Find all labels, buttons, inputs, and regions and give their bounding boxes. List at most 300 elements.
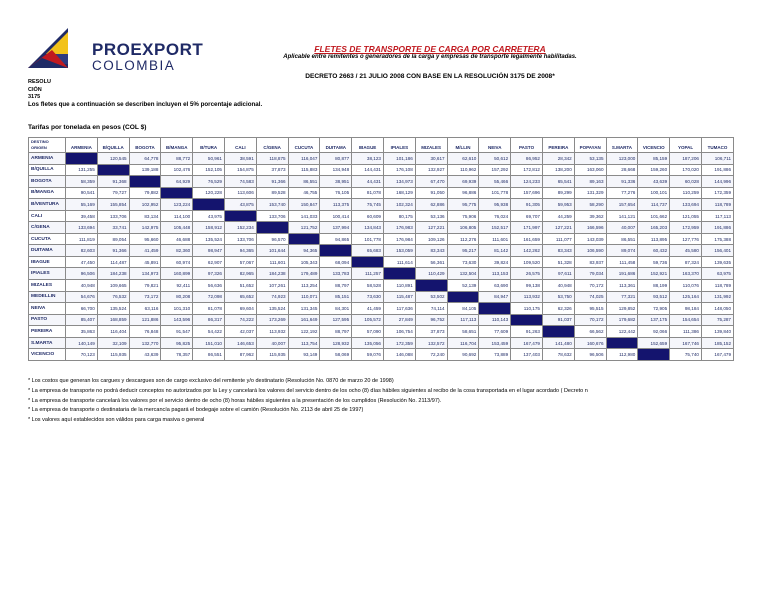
rate-cell: 116,704 (447, 337, 479, 349)
rate-cell: 113,254 (288, 280, 320, 292)
rate-cell: 40,948 (66, 280, 98, 292)
rate-cell: 137,994 (320, 222, 352, 234)
rate-cell: 44,259 (542, 210, 574, 222)
rate-cell: 127,595 (320, 314, 352, 326)
rate-cell: 161,649 (288, 314, 320, 326)
rate-cell: 78,632 (542, 349, 574, 361)
rate-cell: 96,752 (415, 314, 447, 326)
column-header-destination: DUITAMA (320, 138, 352, 153)
row-header-origin: ARMENIA (29, 153, 66, 165)
table-row (29, 326, 734, 338)
row-header-origin: B/VENTURA (29, 199, 66, 211)
rate-cell: 105,572 (352, 314, 384, 326)
rate-cell: 90,692 (447, 349, 479, 361)
rate-cell: 60,432 (638, 245, 670, 257)
rate-cell: 111,077 (542, 233, 574, 245)
table-row (29, 187, 734, 199)
rate-cell: 53,502 (415, 291, 447, 303)
rate-cell: 91,547 (161, 326, 193, 338)
rate-cell: 113,932 (511, 291, 543, 303)
rate-cell: 79,882 (129, 187, 161, 199)
rate-cell: 76,024 (479, 210, 511, 222)
rate-cell: 77,321 (606, 291, 638, 303)
rate-cell: 46,688 (161, 233, 193, 245)
column-header-destination: PASTO (511, 138, 543, 153)
rate-cell: 76,529 (193, 176, 225, 188)
rate-cell: 86,952 (511, 153, 543, 165)
rate-cell: 91,368 (97, 176, 129, 188)
rate-cell: 113,754 (288, 337, 320, 349)
table-row (29, 176, 734, 188)
rate-cell: 39,362 (574, 210, 606, 222)
rate-cell: 83,343 (542, 245, 574, 257)
rate-cell: 120,228 (193, 187, 225, 199)
rate-cell: 89,528 (256, 187, 288, 199)
rate-cell: 57,090 (352, 326, 384, 338)
same-city-cell (542, 326, 574, 338)
rate-cell: 95,775 (447, 199, 479, 211)
rate-cell: 65,683 (352, 245, 384, 257)
rate-cell: 75,906 (447, 210, 479, 222)
rate-cell: 157,292 (479, 164, 511, 176)
rate-cell: 73,172 (129, 291, 161, 303)
rate-cell: 97,326 (193, 268, 225, 280)
rate-cell: 56,361 (415, 256, 447, 268)
rate-cell: 46,755 (288, 187, 320, 199)
row-header-origin: C/GENA (29, 222, 66, 234)
rate-cell: 86,551 (193, 349, 225, 361)
column-header-destination: B/TURA (193, 138, 225, 153)
rate-cell: 82,360 (161, 245, 193, 257)
table-row (29, 210, 734, 222)
rate-cell: 76,532 (97, 291, 129, 303)
row-header-origin: CALI (29, 210, 66, 222)
rate-cell: 109,665 (97, 280, 129, 292)
rate-cell: 152,921 (638, 268, 670, 280)
column-header-destination: IPIALES (383, 138, 415, 153)
same-city-cell (97, 164, 129, 176)
rate-cell: 143,596 (161, 314, 193, 326)
rate-cell: 133,694 (670, 199, 702, 211)
rate-cell: 127,221 (542, 222, 574, 234)
rate-cell: 170,020 (670, 164, 702, 176)
rate-cell: 135,524 (256, 303, 288, 315)
table-row (29, 291, 734, 303)
rate-cell: 114,487 (97, 256, 129, 268)
rate-cell: 101,778 (479, 187, 511, 199)
rate-cell: 80,877 (320, 153, 352, 165)
rate-cell: 115,883 (288, 164, 320, 176)
rate-cell: 41,459 (129, 245, 161, 257)
rate-cell: 62,610 (447, 153, 479, 165)
same-city-cell (447, 291, 479, 303)
rate-cell: 139,840 (701, 326, 733, 338)
rate-cell: 102,324 (383, 199, 415, 211)
rate-cell: 62,907 (193, 256, 225, 268)
rate-cell: 95,660 (129, 233, 161, 245)
rate-cell: 131,345 (288, 303, 320, 315)
resolution-line: CIÓN (28, 86, 42, 93)
rate-cell: 121,752 (288, 222, 320, 234)
rate-cell: 168,859 (97, 314, 129, 326)
rate-cell: 176,108 (383, 164, 415, 176)
freight-rates-table (28, 137, 734, 361)
same-city-cell (288, 233, 320, 245)
same-city-cell (352, 256, 384, 268)
brand-line-2: COLOMBIA (92, 58, 176, 73)
rate-cell: 132,770 (129, 337, 161, 349)
column-header-destination: NEIVA (479, 138, 511, 153)
rate-cell: 81,142 (479, 245, 511, 257)
rate-cell: 69,939 (447, 176, 479, 188)
rate-cell: 167,746 (670, 337, 702, 349)
rate-cell: 168,129 (383, 187, 415, 199)
rate-cell: 191,686 (606, 268, 638, 280)
rate-cell: 65,541 (542, 176, 574, 188)
rate-cell: 156,401 (701, 245, 733, 257)
row-header-origin: B/MANGA (29, 187, 66, 199)
rate-cell: 86,317 (193, 314, 225, 326)
rate-cell: 113,606 (224, 187, 256, 199)
rate-cell: 96,506 (574, 349, 606, 361)
rate-cell: 75,745 (352, 199, 384, 211)
rate-cell: 70,172 (574, 314, 606, 326)
table-row (29, 337, 734, 349)
rate-cell: 139,188 (129, 164, 161, 176)
row-header-origin: VICENCIO (29, 349, 66, 361)
rate-cell: 176,983 (383, 222, 415, 234)
rate-cell: 112,980 (606, 349, 638, 361)
same-city-cell (129, 176, 161, 188)
rate-cell: 96,570 (256, 233, 288, 245)
rate-cell: 121,055 (670, 210, 702, 222)
rate-cell: 146,653 (224, 337, 256, 349)
rate-cell: 85,151 (320, 291, 352, 303)
rate-cell: 134,973 (129, 268, 161, 280)
column-header-destination: CALI (224, 138, 256, 153)
rate-cell: 151,010 (193, 337, 225, 349)
same-city-cell (193, 199, 225, 211)
row-header-origin: NEIVA (29, 303, 66, 315)
rate-cell: 144,431 (352, 164, 384, 176)
rate-cell: 115,487 (383, 291, 415, 303)
rate-cell: 109,126 (415, 233, 447, 245)
rate-cell: 111,601 (479, 233, 511, 245)
rate-cell: 60,974 (161, 256, 193, 268)
rate-cell: 53,135 (574, 153, 606, 165)
rate-cell: 101,186 (383, 153, 415, 165)
rate-cell: 76,105 (320, 187, 352, 199)
rate-cell: 124,233 (511, 176, 543, 188)
rate-cell: 135,524 (97, 303, 129, 315)
rate-cell: 91,263 (511, 326, 543, 338)
rate-cell: 91,366 (97, 245, 129, 257)
rate-cell: 139,635 (701, 256, 733, 268)
rate-cell: 63,116 (129, 303, 161, 315)
rate-cell: 30,617 (415, 153, 447, 165)
rate-cell: 77,276 (606, 187, 638, 199)
rate-cell: 43,639 (129, 349, 161, 361)
rate-cell: 76,848 (129, 326, 161, 338)
rate-cell: 94,365 (288, 245, 320, 257)
rate-cell: 70,172 (574, 280, 606, 292)
brand-line-1: PROEXPORT (92, 40, 204, 59)
column-header-destination: ARMENIA (66, 138, 98, 153)
rate-cell: 106,805 (447, 222, 479, 234)
rate-cell: 141,033 (288, 210, 320, 222)
rate-cell: 64,778 (129, 153, 161, 165)
rate-cell: 97,611 (542, 268, 574, 280)
rate-cell: 132,504 (447, 268, 479, 280)
rate-cell: 175,388 (701, 233, 733, 245)
rate-cell: 58,528 (352, 280, 384, 292)
table-row (29, 303, 734, 315)
column-header-destination: CUCUTA (288, 138, 320, 153)
rate-cell: 102,952 (129, 199, 161, 211)
rate-cell: 74,583 (224, 176, 256, 188)
row-header-origin: B/QUILLA (29, 164, 66, 176)
rate-cell: 82,603 (66, 245, 98, 257)
table-row (29, 280, 734, 292)
rate-cell: 172,959 (670, 222, 702, 234)
rate-cell: 98,184 (670, 303, 702, 315)
rate-cell: 148,050 (701, 303, 733, 315)
rate-cell: 138,200 (542, 164, 574, 176)
rate-cell: 157,654 (606, 199, 638, 211)
rate-cell: 101,310 (161, 303, 193, 315)
rate-cell: 106,711 (701, 153, 733, 165)
rate-cell: 172,359 (701, 187, 733, 199)
rate-cell: 133,694 (66, 222, 98, 234)
rate-cell: 96,506 (66, 268, 98, 280)
rate-cell: 88,772 (161, 153, 193, 165)
rate-cell: 35,863 (66, 326, 98, 338)
rate-cell: 98,947 (193, 245, 225, 257)
rate-cell: 140,149 (66, 337, 98, 349)
rate-cell: 112,276 (447, 233, 479, 245)
rate-cell: 154,875 (224, 164, 256, 176)
rate-cell: 131,255 (66, 164, 98, 176)
table-corner-cell (29, 138, 66, 153)
rate-cell: 58,290 (574, 199, 606, 211)
rate-cell: 100,414 (320, 210, 352, 222)
rate-cell: 122,442 (606, 326, 638, 338)
rate-cell: 146,088 (383, 349, 415, 361)
rate-cell: 165,203 (638, 222, 670, 234)
rate-cell: 78,357 (161, 349, 193, 361)
rate-cell: 134,843 (352, 222, 384, 234)
same-city-cell (161, 187, 193, 199)
rates-heading: Tarifas por tonelada en pesos (COL $) (28, 124, 147, 131)
rate-cell: 141,121 (606, 210, 638, 222)
rate-cell: 58,651 (447, 326, 479, 338)
rate-cell: 113,375 (320, 199, 352, 211)
resolution-notes (28, 79, 51, 102)
column-header-destination: MIZALES (415, 138, 447, 153)
rate-cell: 45,891 (129, 256, 161, 268)
rate-cell: 105,343 (288, 256, 320, 268)
rate-cell: 115,935 (256, 349, 288, 361)
rate-cell: 91,366 (256, 176, 288, 188)
column-header-destination: M/LLIN (447, 138, 479, 153)
rate-cell: 80,208 (161, 291, 193, 303)
rate-cell: 110,143 (479, 314, 511, 326)
rate-cell: 172,812 (511, 164, 543, 176)
rate-cell: 153,740 (256, 199, 288, 211)
rate-cell: 89,163 (574, 176, 606, 188)
rate-cell: 75,740 (670, 349, 702, 361)
rate-cell: 111,601 (256, 256, 288, 268)
row-header-origin: IPIALES (29, 268, 66, 280)
rate-cell: 40,948 (542, 280, 574, 292)
table-row (29, 153, 734, 165)
rate-cell: 110,175 (511, 303, 543, 315)
rate-cell: 59,953 (542, 199, 574, 211)
rate-cell: 60,609 (352, 210, 384, 222)
rate-cell: 179,682 (606, 314, 638, 326)
rate-cell: 106,754 (383, 326, 415, 338)
rate-cell: 81,078 (193, 303, 225, 315)
rate-cell: 110,962 (447, 164, 479, 176)
rate-cell: 57,067 (224, 256, 256, 268)
rate-cell: 117,636 (383, 303, 415, 315)
rate-cell: 111,257 (352, 268, 384, 280)
rate-cell: 110,076 (670, 280, 702, 292)
same-city-cell (224, 210, 256, 222)
rate-cell: 67,470 (415, 176, 447, 188)
column-header-destination: S.MARTA (606, 138, 638, 153)
rate-cell: 83,134 (129, 210, 161, 222)
rate-cell: 72,240 (415, 349, 447, 361)
rate-cell: 95,825 (161, 337, 193, 349)
rate-cell: 79,821 (129, 280, 161, 292)
rate-cell: 92,066 (638, 326, 670, 338)
column-header-destination: B/MANGA (161, 138, 193, 153)
rate-cell: 86,551 (288, 176, 320, 188)
rate-cell: 87,324 (670, 256, 702, 268)
rate-cell: 144,996 (701, 176, 733, 188)
rate-cell: 187,206 (670, 153, 702, 165)
rate-cell: 101,644 (256, 245, 288, 257)
rate-cell: 40,007 (606, 222, 638, 234)
rate-cell: 91,050 (415, 187, 447, 199)
rate-cell: 43,875 (224, 199, 256, 211)
rate-cell: 82,965 (224, 268, 256, 280)
rate-cell: 75,287 (701, 314, 733, 326)
rate-cell: 120,545 (97, 153, 129, 165)
footnote: * La empresa de transporte o destinataria de la mercancía pagará el bodegaje sobre el camión (Resolución No. 2113 de abril 25 de 1997) (28, 407, 364, 414)
column-header-destination: IBAGUE (352, 138, 384, 153)
rate-cell: 118,875 (256, 153, 288, 165)
rate-cell: 107,261 (256, 280, 288, 292)
rate-cell: 116,047 (288, 153, 320, 165)
rate-cell: 93,149 (288, 349, 320, 361)
rate-cell: 159,260 (638, 164, 670, 176)
rate-cell: 38,591 (224, 153, 256, 165)
rate-cell: 70,123 (66, 349, 98, 361)
rate-cell: 95,938 (479, 199, 511, 211)
rate-cell: 41,459 (352, 303, 384, 315)
rate-cell: 95,217 (447, 245, 479, 257)
rate-cell: 153,459 (479, 337, 511, 349)
rate-cell: 77,609 (479, 326, 511, 338)
rate-cell: 73,630 (447, 256, 479, 268)
rate-cell: 66,700 (66, 303, 98, 315)
same-city-cell (606, 337, 638, 349)
rate-cell: 88,797 (320, 326, 352, 338)
document-title: FLETES DE TRANSPORTE DE CARGA POR CARRETERA (314, 44, 546, 54)
rate-cell: 94,365 (224, 245, 256, 257)
rate-cell: 152,659 (638, 337, 670, 349)
rate-cell: 42,037 (224, 326, 256, 338)
rate-cell: 91,305 (511, 199, 543, 211)
rate-cell: 113,153 (479, 268, 511, 280)
rate-cell: 37,873 (415, 326, 447, 338)
rate-cell: 111,819 (66, 233, 98, 245)
row-header-origin: S.MARTA (29, 337, 66, 349)
table-row (29, 199, 734, 211)
rate-cell: 100,101 (638, 187, 670, 199)
rate-cell: 84,301 (320, 303, 352, 315)
rate-cell: 50,612 (479, 153, 511, 165)
rate-cell: 56,636 (193, 280, 225, 292)
rate-cell: 58,069 (320, 349, 352, 361)
column-header-destination: TUMACO (701, 138, 733, 153)
rate-cell: 74,222 (224, 314, 256, 326)
rate-cell: 102,476 (161, 164, 193, 176)
rate-cell: 131,329 (574, 187, 606, 199)
same-city-cell (511, 314, 543, 326)
rate-cell: 55,466 (479, 176, 511, 188)
rate-cell: 176,984 (383, 233, 415, 245)
row-header-origin: MEDELLIN (29, 291, 66, 303)
rate-cell: 150,847 (288, 199, 320, 211)
rate-cell: 39,458 (66, 210, 98, 222)
rate-cell: 92,411 (161, 280, 193, 292)
rate-cell: 135,056 (352, 337, 384, 349)
column-header-destination: B/QUILLA (97, 138, 129, 153)
rate-cell: 58,359 (66, 176, 98, 188)
rate-cell: 127,221 (415, 222, 447, 234)
rate-cell: 116,404 (97, 326, 129, 338)
rate-cell: 129,852 (606, 303, 638, 315)
rate-cell: 65,652 (224, 291, 256, 303)
rate-cell: 91,037 (542, 314, 574, 326)
rate-cell: 69,604 (224, 303, 256, 315)
rate-cell: 158,912 (193, 222, 225, 234)
column-header-destination: VICENCIO (638, 138, 670, 153)
rate-cell: 163,370 (670, 268, 702, 280)
footnote: * Los valores aquí establecidos son válidos para carga masiva o general (28, 417, 205, 424)
rate-cell: 52,139 (447, 280, 479, 292)
resolution-line: RESOLU (28, 79, 51, 85)
document-subtitle: Aplicable entre remitentes o generadores de la carga y empresas de transporte legalmente habilitadas. (283, 54, 577, 60)
rate-cell: 105,448 (161, 222, 193, 234)
row-header-origin: BOGOTA (29, 176, 66, 188)
rate-cell: 113,895 (638, 233, 670, 245)
same-city-cell (66, 153, 98, 165)
rate-cell: 161,659 (511, 233, 543, 245)
table-row (29, 268, 734, 280)
row-header-origin: MIZALES (29, 280, 66, 292)
rate-cell: 73,630 (352, 291, 384, 303)
rate-cell: 28,342 (542, 153, 574, 165)
row-header-origin: CUCUTA (29, 233, 66, 245)
column-header-destination: BOGOTA (129, 138, 161, 153)
rate-cell: 111,386 (670, 326, 702, 338)
table-row (29, 164, 734, 176)
rate-cell: 167,479 (511, 337, 543, 349)
